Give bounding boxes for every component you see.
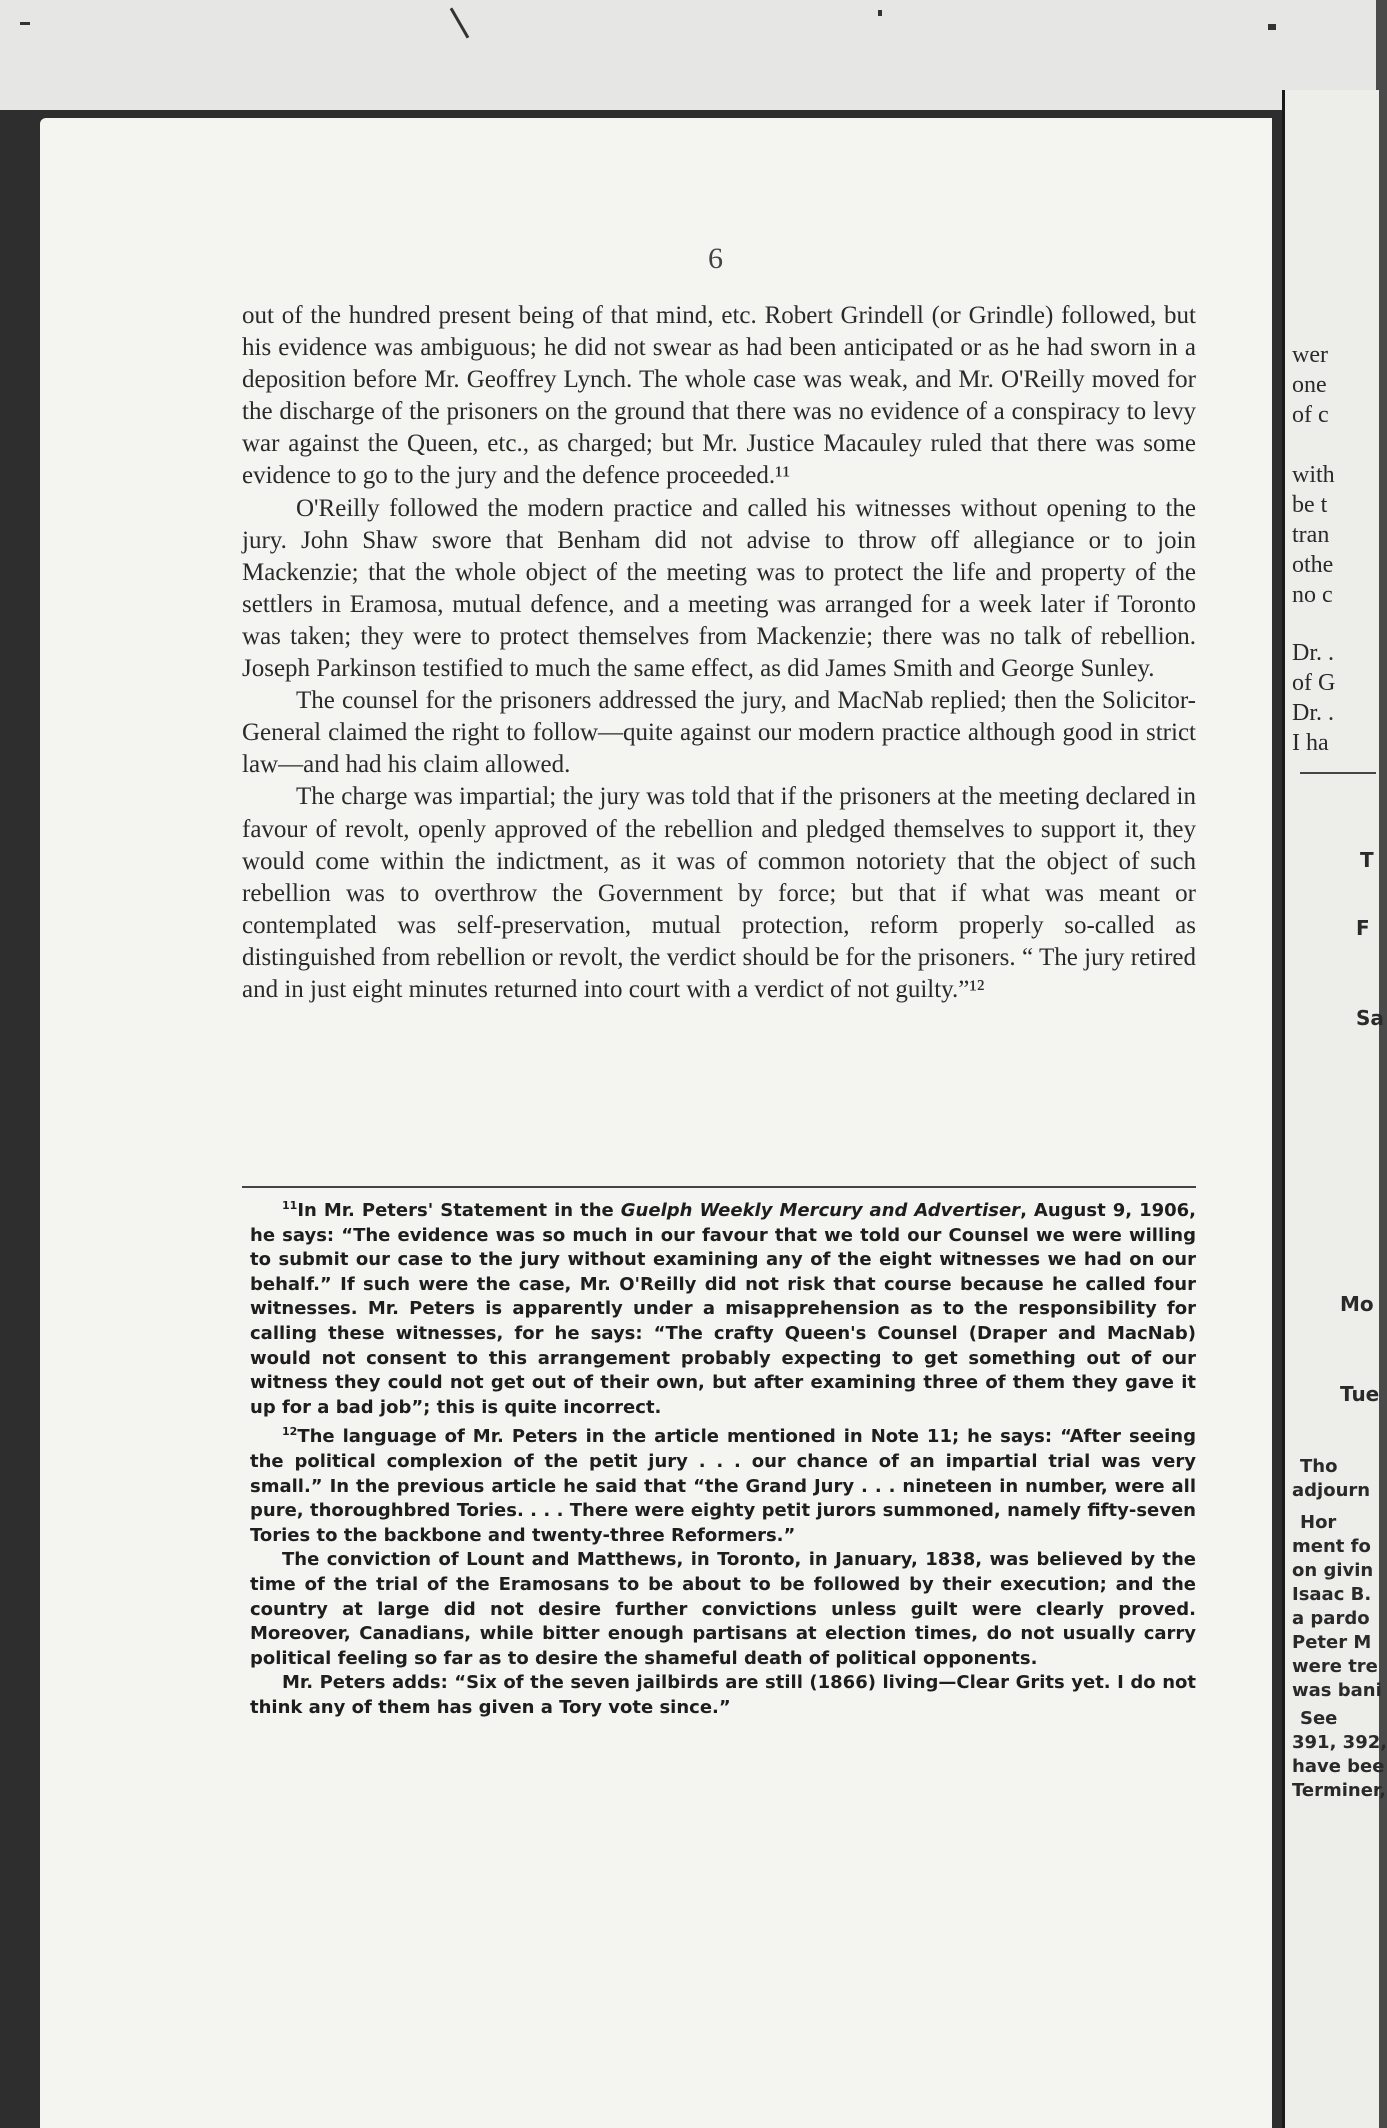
facing-line: 391, 392, bbox=[1292, 1732, 1387, 1753]
footnote-paragraph: The conviction of Lount and Matthews, in Toronto, in January, 1838, was believed by the time of the trial of the Eramosans to be about to be followed by their execution; and the country at large did not desire further convictions unless guilt were clearly proved. Moreover, Canadians, while bitter enough partisans at election times, do not usually carry political feeling so far as to desire the shameful death of political opponents. bbox=[250, 1549, 1196, 1669]
facing-line: othe bbox=[1292, 552, 1334, 578]
scan-speck bbox=[20, 22, 30, 25]
footnote-11 bbox=[250, 1194, 1196, 1420]
paragraph: O'Reilly followed the modern practice and called his witnesses without opening to the jury. John Shaw swore that Benham did not advise to throw off allegiance or to join Mackenzie; that the whole object of the meeting was to protect the life and property of the settlers in Eramosa, mutual defence, and a meeting was arranged for a week later if Toronto was taken; they were to protect themselves from Mackenzie; there was no talk of rebellion. Joseph Parkinson testified to much the same effect, as did James Smith and George Sunley. bbox=[242, 494, 1196, 683]
footnote-paragraph: Mr. Peters adds: “Six of the seven jailbirds are still (1866) living—Clear Grits yet. I do not think any of them has given a Tory vote since.” bbox=[250, 1672, 1196, 1718]
facing-line: T bbox=[1360, 848, 1374, 872]
footnote-text: , August 9, 1906, he says: “The evidence was so much in our favour that we told our Counsel we were willing to submit our case to the jury without examining any of the eight witnesses we had on our behalf.” If such were the case, Mr. O'Reilly did not risk that course because he called four witnesses. Mr. Peters is apparently under a misapprehension as to the responsibility for calling these witnesses, for he says: “The crafty Queen's Counsel (Draper and MacNab) would not consent to this arrangement probably expecting to get something out of our witness they could not get out of their own, but after examining three of them they gave it up for a bad job”; this is quite incorrect. bbox=[250, 1200, 1197, 1418]
facing-line: Terminer, bbox=[1292, 1780, 1386, 1801]
footnote-separator bbox=[242, 1186, 1196, 1188]
facing-line: have bee bbox=[1292, 1756, 1385, 1777]
footnote-marker: 12 bbox=[282, 1425, 298, 1439]
facing-line: a pardo bbox=[1292, 1608, 1370, 1629]
facing-line: Tho bbox=[1300, 1456, 1338, 1477]
paragraph: The counsel for the prisoners addressed the jury, and MacNab replied; then the Solicitor-General claimed the right to follow—quite against our modern practice although good in strict law—and had his claim allowed. bbox=[242, 687, 1196, 779]
facing-line: Tue bbox=[1340, 1382, 1380, 1406]
paragraph: The charge was impartial; the jury was told that if the prisoners at the meeting declared in favour of revolt, openly approved of the rebellion and pledged themselves to support it, they would come within the indictment, as it was of common notoriety that the object of such rebellion was to overthrow the Government by force; but that if what was meant or contemplated was self-preservation, mutual protection, reform properly so-called as distinguished from rebellion or revolt, the verdict should be for the prisoners. “ The jury retired and in just eight minutes returned into court with a verdict of not guilty.”¹² bbox=[242, 783, 1196, 1003]
footnote-12 bbox=[250, 1420, 1196, 1548]
facing-line: of c bbox=[1292, 402, 1329, 428]
facing-line: Sa bbox=[1356, 1006, 1384, 1030]
facing-line: with bbox=[1292, 462, 1335, 488]
facing-page-text bbox=[1292, 0, 1387, 2128]
facing-line: were tre bbox=[1292, 1656, 1378, 1677]
facing-line: ment fo bbox=[1292, 1536, 1371, 1557]
footnote-text: The language of Mr. Peters in the article mentioned in Note 11; he says: “After seeing the political complexion of the petit jury . . . our chance of an impartial trial was very small.” In the previous article he said that “the Grand Jury . . . nineteen in number, were all pure, thoroughbred Tories. . . . There were eighty petit jurors summoned, namely fifty-seven Tories to the backbone and twenty-three Reformers.” bbox=[250, 1426, 1196, 1546]
facing-line: Mo bbox=[1340, 1292, 1374, 1316]
facing-line: on givin bbox=[1292, 1560, 1374, 1581]
page-number: 6 bbox=[708, 242, 723, 275]
facing-line: Isaac B. bbox=[1292, 1584, 1372, 1605]
scan-speck bbox=[878, 10, 882, 16]
facing-line: See bbox=[1300, 1708, 1338, 1729]
footnote-marker: 11 bbox=[282, 1199, 298, 1212]
main-text bbox=[242, 300, 1196, 1006]
facing-line: be t bbox=[1292, 492, 1328, 518]
footnote-text: In Mr. Peters' Statement in the bbox=[297, 1200, 621, 1221]
facing-line: F bbox=[1356, 916, 1370, 940]
facing-line: Peter M bbox=[1292, 1632, 1372, 1653]
facing-line: no c bbox=[1292, 582, 1333, 608]
facing-line: adjourn bbox=[1292, 1480, 1371, 1501]
facing-line: of G bbox=[1292, 670, 1336, 696]
facing-line: one bbox=[1292, 372, 1327, 398]
publication-title: Guelph Weekly Mercury and Advertiser bbox=[620, 1200, 1021, 1221]
facing-line: wer bbox=[1292, 342, 1328, 368]
facing-line: Hor bbox=[1300, 1512, 1337, 1533]
footnotes bbox=[250, 1194, 1196, 1720]
facing-line: tran bbox=[1292, 522, 1330, 548]
facing-line: Dr. . bbox=[1292, 700, 1334, 726]
paragraph: out of the hundred present being of that mind, etc. Robert Grindell (or Grindle) followed, but his evidence was ambiguous; he did not swear as had been anticipated or as he had sworn in a deposition before Mr. Geoffrey Lynch. The whole case was weak, and Mr. O'Reilly moved for the discharge of the prisoners on the ground that there was no evidence of a conspiracy to levy war against the Queen, etc., as charged; but Mr. Justice Macauley ruled that there was some evidence to go to the jury and the defence proceeded.¹¹ bbox=[242, 302, 1196, 490]
facing-line: Dr. . bbox=[1292, 640, 1334, 666]
scan-speck bbox=[1268, 24, 1276, 30]
facing-line: I ha bbox=[1292, 730, 1329, 756]
facing-line: was bani bbox=[1292, 1680, 1382, 1701]
